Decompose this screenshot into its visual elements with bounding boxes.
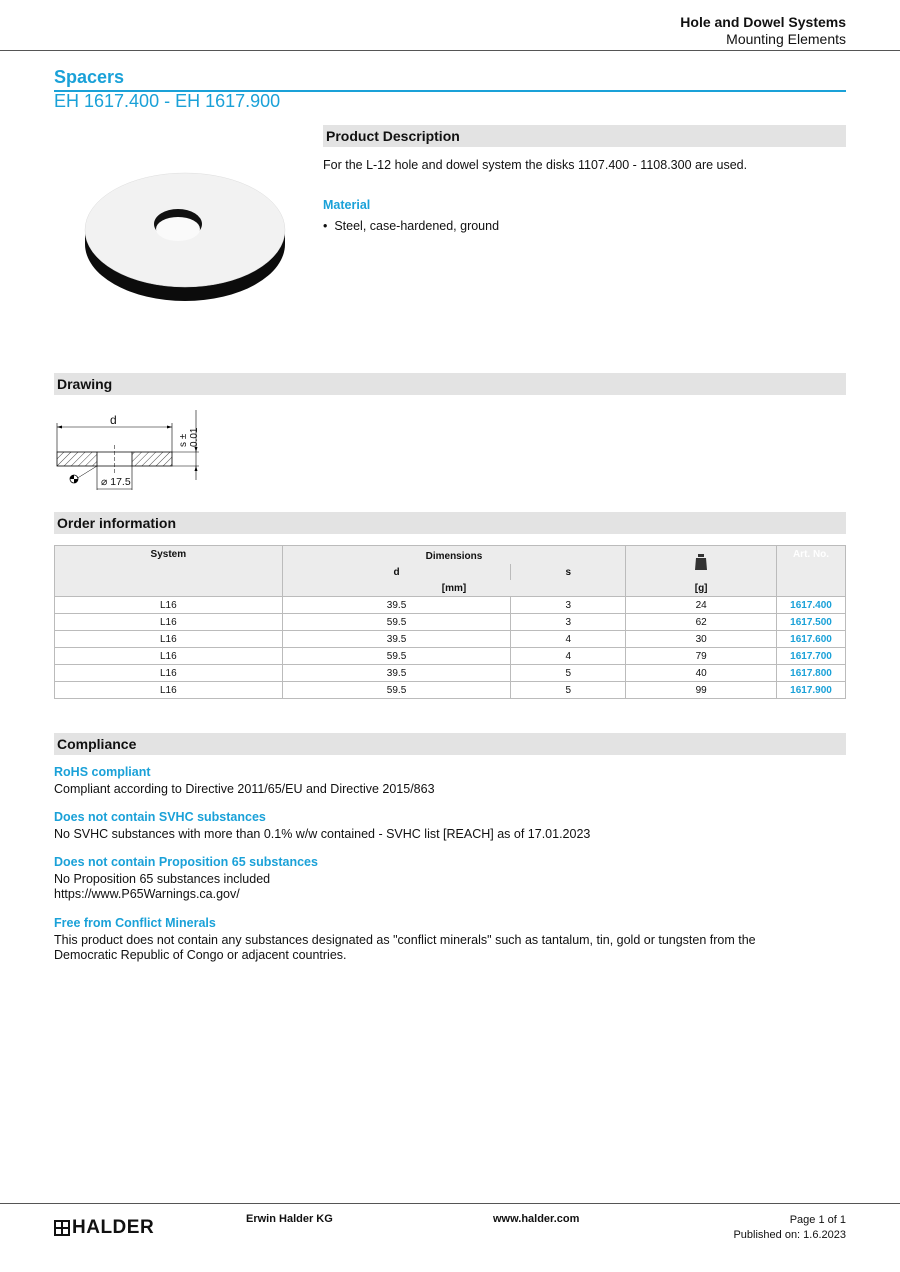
compliance-list	[54, 765, 846, 963]
svhc-text: No SVHC substances with more than 0.1% w/w contained - SVHC list [REACH] as of 17.01.2023	[54, 827, 591, 841]
col-dimensions: Dimensions	[282, 546, 626, 565]
halder-logo-text: HALDER	[72, 1217, 155, 1238]
conflict-minerals-text: This product does not contain any substances designated as "conflict minerals" such as tantalum, tin, gold or tungsten from the Democratic Republic of Congo or adjacent countries.	[54, 933, 756, 962]
cell-system: L16	[55, 631, 283, 648]
cell-s: 4	[511, 648, 626, 665]
cell-d: 39.5	[282, 665, 511, 682]
p65-link[interactable]: https://www.P65Warnings.ca.gov/	[54, 887, 240, 901]
footer-rule	[0, 1203, 900, 1204]
cell-artno[interactable]: 1617.600	[777, 631, 846, 648]
p65-text: No Proposition 65 substances included	[54, 872, 271, 886]
header-subcategory: Mounting Elements	[726, 31, 846, 47]
cell-weight: 62	[626, 614, 777, 631]
footer-company: Erwin Halder KG	[246, 1213, 333, 1225]
cell-weight: 40	[626, 665, 777, 682]
order-heading: Order information	[54, 512, 846, 534]
cell-weight: 99	[626, 682, 777, 699]
cell-system: L16	[55, 682, 283, 699]
page-subtitle: EH 1617.400 - EH 1617.900	[54, 91, 281, 111]
rohs-text: Compliant according to Directive 2011/65/EU and Directive 2015/863	[54, 782, 435, 796]
product-description-heading: Product Description	[323, 125, 846, 147]
page-title: Spacers	[54, 67, 125, 87]
rohs-heading: RoHS compliant	[54, 765, 151, 779]
cell-d: 59.5	[282, 614, 511, 631]
col-artno: Art. No.	[777, 546, 846, 597]
header-rule	[0, 50, 900, 51]
footer-published: Published on: 1.6.2023	[733, 1229, 846, 1241]
drawing-label-s: s ± 0.01	[178, 427, 200, 447]
cell-d: 39.5	[282, 631, 511, 648]
cell-artno[interactable]: 1617.700	[777, 648, 846, 665]
header	[680, 14, 846, 48]
p65-heading: Does not contain Proposition 65 substances	[54, 855, 318, 869]
cell-system: L16	[55, 648, 283, 665]
bullet-icon: •	[323, 219, 328, 233]
header-category: Hole and Dowel Systems	[680, 14, 846, 30]
table-row	[55, 665, 846, 682]
table-row	[55, 631, 846, 648]
material-heading: Material	[323, 198, 371, 212]
footer-page-info	[733, 1213, 846, 1243]
cell-system: L16	[55, 614, 283, 631]
table-row	[55, 597, 846, 614]
technical-drawing	[54, 405, 204, 500]
cell-s: 5	[511, 682, 626, 699]
cell-system: L16	[55, 665, 283, 682]
svhc-heading: Does not contain SVHC substances	[54, 810, 266, 824]
footer-website[interactable]: www.halder.com	[493, 1213, 580, 1225]
product-image	[80, 160, 290, 315]
table-row	[55, 614, 846, 631]
cell-artno[interactable]: 1617.800	[777, 665, 846, 682]
table-row	[55, 648, 846, 665]
cell-weight: 30	[626, 631, 777, 648]
drawing-label-diameter: ⌀ 17.5	[101, 476, 131, 488]
conflict-minerals-heading: Free from Conflict Minerals	[54, 916, 216, 930]
col-s: s	[511, 564, 626, 580]
cell-artno[interactable]: 1617.500	[777, 614, 846, 631]
halder-logo-icon	[54, 1220, 70, 1236]
cell-artno[interactable]: 1617.900	[777, 682, 846, 699]
cell-system: L16	[55, 597, 283, 614]
col-system: System	[55, 546, 283, 597]
cell-d: 59.5	[282, 648, 511, 665]
halder-logo	[54, 1217, 154, 1239]
cell-s: 5	[511, 665, 626, 682]
drawing-label-d: d	[110, 413, 117, 427]
cell-d: 59.5	[282, 682, 511, 699]
compliance-heading: Compliance	[54, 733, 846, 755]
unit-g: [g]	[626, 580, 777, 597]
drawing-heading: Drawing	[54, 373, 846, 395]
cell-d: 39.5	[282, 597, 511, 614]
cell-artno[interactable]: 1617.400	[777, 597, 846, 614]
product-description-text: For the L-12 hole and dowel system the disks 1107.400 - 1108.300 are used.	[323, 158, 748, 172]
cell-weight: 79	[626, 648, 777, 665]
weight-icon	[626, 546, 777, 581]
cell-s: 4	[511, 631, 626, 648]
material-item	[323, 219, 499, 233]
unit-mm: [mm]	[282, 580, 626, 597]
order-table	[54, 545, 846, 699]
cell-weight: 24	[626, 597, 777, 614]
col-d: d	[282, 564, 511, 580]
footer-page: Page 1 of 1	[789, 1214, 846, 1226]
cell-s: 3	[511, 597, 626, 614]
table-header-row	[55, 546, 846, 565]
material-item-text: Steel, case-hardened, ground	[334, 219, 500, 233]
cell-s: 3	[511, 614, 626, 631]
table-row	[55, 682, 846, 699]
